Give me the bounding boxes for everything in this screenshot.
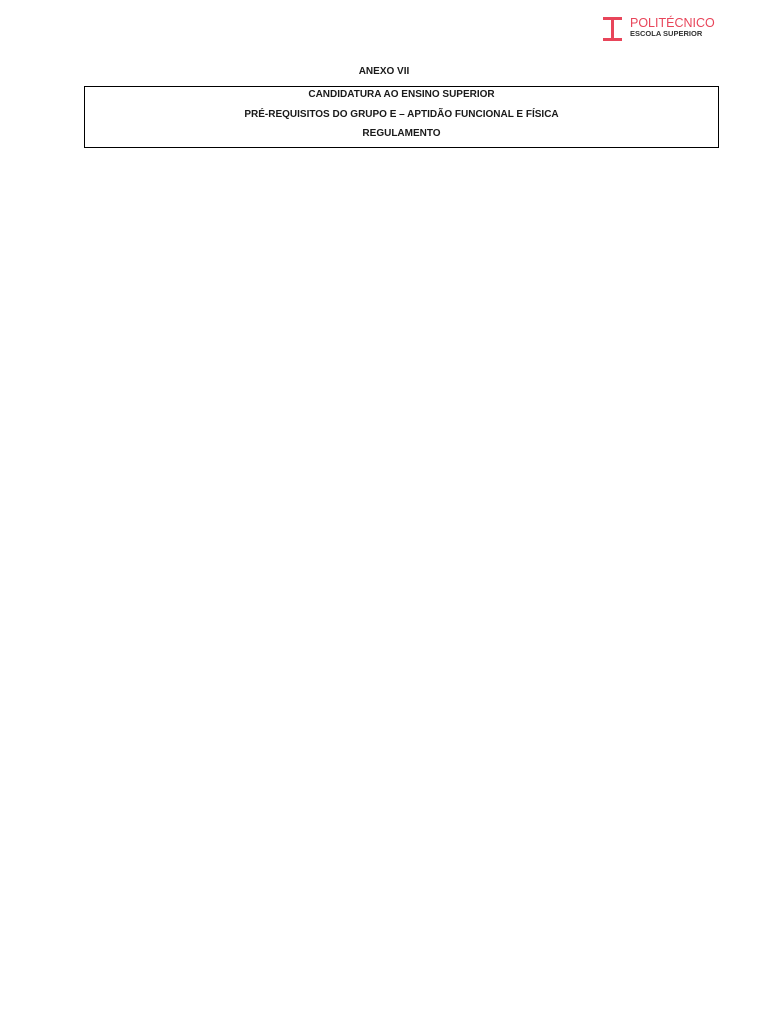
title-box	[84, 86, 719, 148]
logo-line-1: POLITÉCNICO	[630, 16, 715, 30]
annex-title: ANEXO VII	[358, 66, 410, 77]
title-line-3: REGULAMENTO	[362, 128, 441, 139]
title-line-1: CANDIDATURA AO ENSINO SUPERIOR	[308, 89, 495, 100]
logo-emblem-icon	[602, 17, 623, 41]
logo-line-3: ESCOLA SUPERIOR	[630, 29, 703, 38]
title-line-2: PRÉ-REQUISITOS DO GRUPO E – APTIDÃO FUNCIONAL E FÍSICA	[244, 109, 559, 120]
